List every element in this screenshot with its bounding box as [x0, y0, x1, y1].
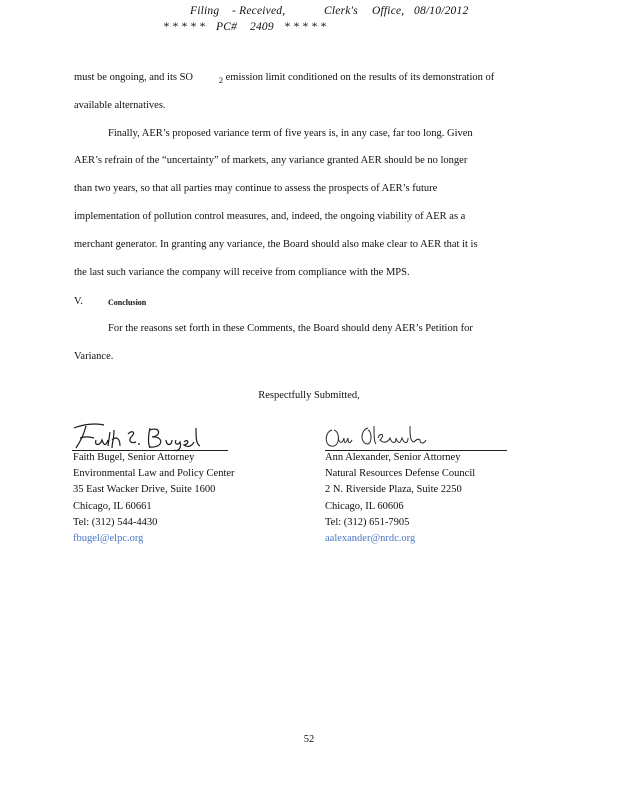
signer-tel: Tel: (312) 544-4430 — [73, 516, 158, 528]
paragraph-line: implementation of pollution control measures, and, indeed, the ongoing viability of AER as a — [74, 211, 466, 222]
stamp-office: Office, — [372, 5, 405, 17]
body-line-1b: emission limit conditioned on the results of its demonstration of — [225, 72, 495, 83]
body-line-1a: must be ongoing, and its SO — [74, 72, 194, 83]
signature-ann-alexander — [322, 418, 442, 452]
stamp-received: - Received, — [232, 5, 286, 17]
stamp-pc-label: PC# — [216, 21, 238, 33]
so2-subscript: 2 — [219, 76, 224, 85]
paragraph-line: merchant generator. In granting any variance, the Board should also make clear to AER that it is — [74, 239, 478, 250]
signer-name: Ann Alexander, Senior Attorney — [325, 452, 461, 463]
paragraph-line: than two years, so that all parties may continue to assess the prospects of AER’s future — [74, 183, 438, 194]
signer-city: Chicago, IL 60661 — [73, 500, 152, 512]
stamp-date: 08/10/2012 — [414, 5, 469, 17]
paragraph-line: the last such variance the company will receive from compliance with the MPS. — [74, 267, 410, 278]
page-number: 52 — [303, 734, 315, 745]
signer-address: 35 East Wacker Drive, Suite 1600 — [73, 484, 216, 496]
signer-tel: Tel: (312) 651-7905 — [325, 516, 410, 528]
stamp-stars-right: * * * * * — [284, 21, 327, 33]
signer-org: Environmental Law and Policy Center — [73, 468, 235, 480]
signer-org: Natural Resources Defense Council — [325, 468, 476, 480]
closing: Respectfully Submitted, — [258, 390, 360, 401]
stamp-stars-left: * * * * * — [163, 21, 206, 33]
signer-block-1 — [73, 450, 235, 547]
conclusion-line-2: Variance. — [74, 351, 114, 362]
signer-name: Faith Bugel, Senior Attorney — [73, 452, 195, 463]
section-title: Conclusion — [108, 298, 147, 307]
body-line-1 — [74, 72, 494, 85]
signature-faith-bugel — [70, 418, 210, 452]
stamp-filing: Filing — [190, 5, 220, 17]
signer-email-link[interactable]: aalexander@nrdc.org — [325, 533, 416, 545]
conclusion-line-1: For the reasons set forth in these Comments, the Board should deny AER’s Petition for — [108, 323, 473, 334]
stamp-clerks: Clerk's — [324, 5, 358, 17]
signer-city: Chicago, IL 60606 — [325, 500, 404, 512]
signer-address: 2 N. Riverside Plaza, Suite 2250 — [325, 484, 462, 496]
signer-block-2 — [325, 450, 475, 547]
paragraph-line: Finally, AER’s proposed variance term of five years is, in any case, far too long. Given — [108, 128, 473, 139]
body-line-2: available alternatives. — [74, 100, 166, 111]
section-number: V. — [74, 296, 83, 307]
signer-email-link[interactable]: fbugel@elpc.org — [73, 533, 144, 545]
stamp-pc-number: 2409 — [250, 21, 274, 33]
body-text — [74, 0, 544, 380]
paragraph-line: AER’s refrain of the “uncertainty” of markets, any variance granted AER should be no longer — [74, 155, 468, 166]
